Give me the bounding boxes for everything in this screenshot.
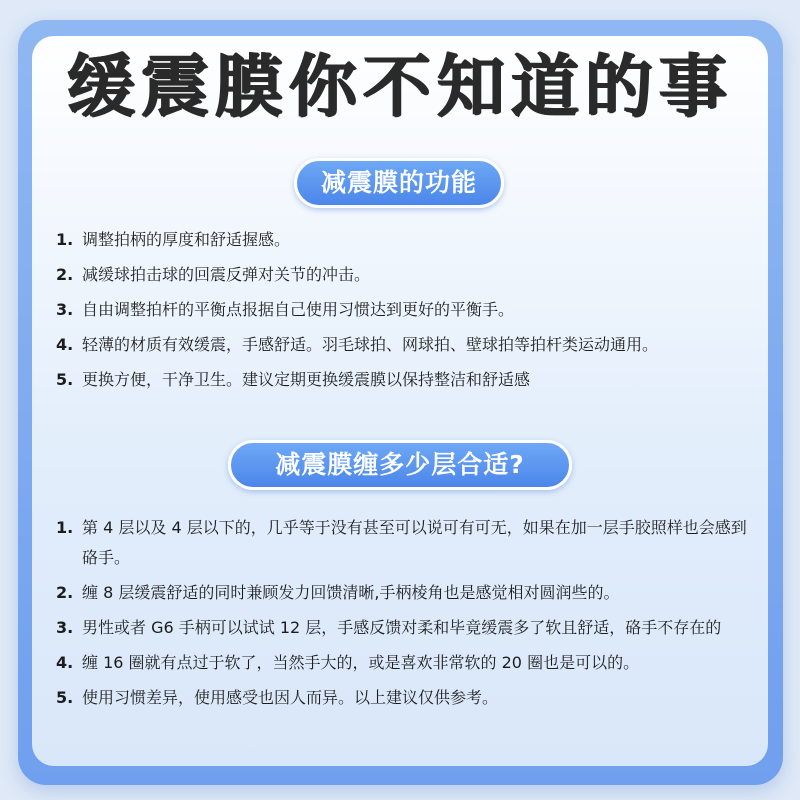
item-text: 减缓球拍击球的回震反弹对关节的冲击。 — [82, 265, 371, 284]
item-number: 1. — [56, 230, 74, 249]
item-number: 2. — [56, 265, 74, 284]
list-item — [56, 648, 756, 678]
item-number: 1. — [56, 518, 74, 537]
list-item — [56, 295, 756, 325]
section-heading-functions: 减震膜的功能 — [294, 158, 504, 208]
list-item — [56, 578, 756, 608]
page-title: 缓震膜你不知道的事 — [66, 48, 733, 127]
list-item — [56, 513, 756, 573]
item-text: 调整拍柄的厚度和舒适握感。 — [82, 230, 291, 249]
list-item — [56, 613, 756, 643]
item-text: 更换方便，干净卫生。建议定期更换缓震膜以保持整洁和舒适感 — [82, 370, 531, 389]
list-item — [56, 365, 756, 395]
item-text: 轻薄的材质有效缓震，手感舒适。羽毛球拍、网球拍、壁球拍等拍杆类运动通用。 — [82, 335, 659, 354]
item-number: 4. — [56, 335, 74, 354]
list-item — [56, 225, 756, 255]
item-text: 缠 16 圈就有点过于软了，当然手大的，或是喜欢非常软的 20 圈也是可以的。 — [82, 653, 640, 672]
function-list — [56, 225, 756, 400]
section-heading-layers: 减震膜缠多少层合适? — [228, 440, 572, 490]
item-text: 使用习惯差异，使用感受也因人而异。以上建议仅供参考。 — [82, 688, 499, 707]
list-item — [56, 330, 756, 360]
item-number: 5. — [56, 370, 74, 389]
item-number: 3. — [56, 618, 74, 637]
list-item — [56, 260, 756, 290]
item-text: 缠 8 层缓震舒适的同时兼顾发力回馈清晰,手柄棱角也是感觉相对圆润些的。 — [82, 583, 620, 602]
item-number: 4. — [56, 653, 74, 672]
item-number: 2. — [56, 583, 74, 602]
item-number: 5. — [56, 688, 74, 707]
item-text: 第 4 层以及 4 层以下的，几乎等于没有甚至可以说可有可无，如果在加一层手胶照样也会感到硌手。 — [82, 518, 747, 567]
item-text: 男性或者 G6 手柄可以试试 12 层，手感反馈对柔和毕竟缓震多了软且舒适，硌手不存在的 — [82, 618, 722, 637]
item-text: 自由调整拍杆的平衡点报据自己使用习惯达到更好的平衡手。 — [82, 300, 515, 319]
item-number: 3. — [56, 300, 74, 319]
layers-list — [56, 513, 756, 718]
list-item — [56, 683, 756, 713]
